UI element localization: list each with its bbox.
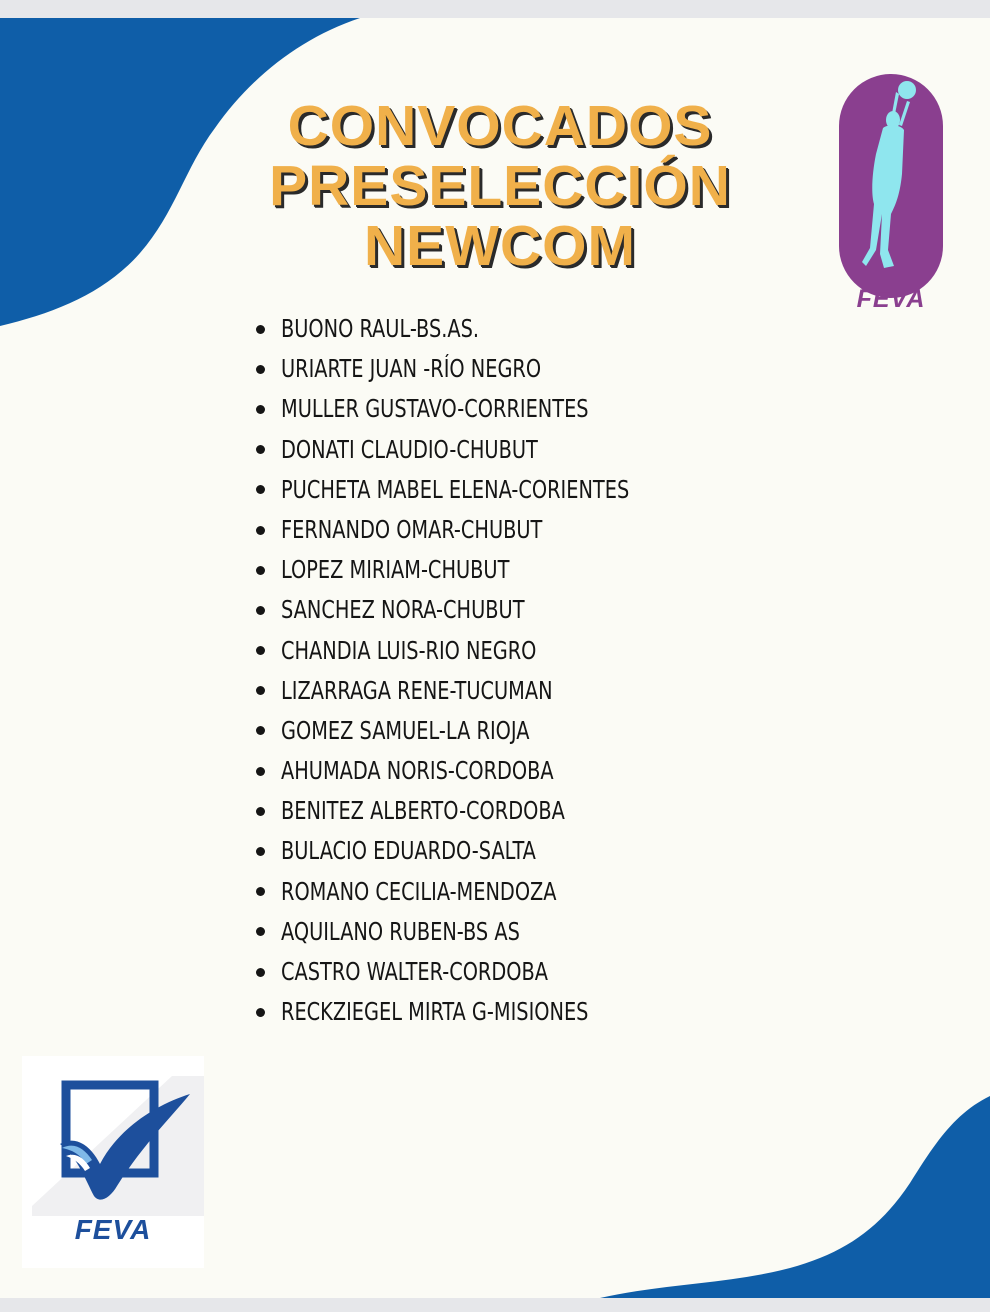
roster-item: [256, 550, 686, 590]
roster-item-label: AQUILANO RUBEN-BS AS: [281, 916, 520, 946]
bullet-icon: [256, 325, 265, 334]
poster: [0, 18, 990, 1298]
bottom-border: [0, 1298, 990, 1312]
roster-item-label: ROMANO CECILIA-MENDOZA: [281, 876, 557, 906]
roster-item: [256, 952, 686, 992]
page-title: [225, 96, 775, 276]
roster-list: [256, 309, 686, 1032]
top-border: [0, 0, 990, 18]
roster-item: [256, 389, 686, 429]
roster-item-label: AHUMADA NORIS-CORDOBA: [281, 756, 554, 786]
roster-item-label: RECKZIEGEL MIRTA G-MISIONES: [281, 997, 589, 1027]
title-line-3: NEWCOM: [364, 214, 636, 278]
roster-item: [256, 470, 686, 510]
roster-item: [256, 992, 686, 1032]
bullet-icon: [256, 887, 265, 896]
roster-item-label: GOMEZ SAMUEL-LA RIOJA: [281, 715, 530, 745]
bottom-right-wave-decoration: [560, 1088, 990, 1298]
roster-item-label: PUCHETA MABEL ELENA-CORIENTES: [281, 474, 630, 504]
bullet-icon: [256, 485, 265, 494]
bullet-icon: [256, 646, 265, 655]
roster-item-label: LOPEZ MIRIAM-CHUBUT: [281, 555, 510, 585]
roster-item: [256, 711, 686, 751]
feva-bottom-logo: [22, 1056, 204, 1268]
roster-item-label: DONATI CLAUDIO-CHUBUT: [281, 434, 538, 464]
roster-item-label: LIZARRAGA RENE-TUCUMAN: [281, 675, 553, 705]
roster-item: [256, 671, 686, 711]
bullet-icon: [256, 807, 265, 816]
roster-item: [256, 631, 686, 671]
roster-item-label: URIARTE JUAN -RÍO NEGRO: [281, 354, 542, 384]
roster-item-label: BULACIO EDUARDO-SALTA: [281, 836, 536, 866]
bullet-icon: [256, 566, 265, 575]
bullet-icon: [256, 847, 265, 856]
roster-item-label: CHANDIA LUIS-RIO NEGRO: [281, 635, 537, 665]
roster-item-label: BENITEZ ALBERTO-CORDOBA: [281, 796, 565, 826]
bullet-icon: [256, 1008, 265, 1017]
roster-item: [256, 912, 686, 952]
bullet-icon: [256, 726, 265, 735]
bullet-icon: [256, 927, 265, 936]
roster-item-label: CASTRO WALTER-CORDOBA: [281, 957, 548, 986]
bullet-icon: [256, 686, 265, 695]
roster-item: [256, 751, 686, 791]
roster-item: [256, 791, 686, 831]
title-line-1: CONVOCADOS: [287, 94, 713, 158]
roster-item: [256, 510, 686, 550]
checkmark-logo-icon: [22, 1056, 204, 1216]
roster-item: [256, 349, 686, 389]
roster-item-label: MULLER GUSTAVO-CORRIENTES: [281, 394, 589, 424]
feva-top-logo-text: FEVA: [856, 285, 926, 313]
bullet-icon: [256, 445, 265, 454]
roster-item: [256, 872, 686, 912]
roster-item: [256, 590, 686, 630]
feva-bottom-logo-text: FEVA: [74, 1214, 152, 1245]
title-line-2: PRESELECCIÓN: [269, 154, 731, 218]
bullet-icon: [256, 606, 265, 615]
bullet-icon: [256, 968, 265, 977]
roster-item-label: SANCHEZ NORA-CHUBUT: [281, 595, 525, 625]
roster-item: [256, 430, 686, 470]
roster-item: [256, 309, 686, 349]
bullet-icon: [256, 405, 265, 414]
roster-item: [256, 831, 686, 871]
bullet-icon: [256, 526, 265, 535]
bullet-icon: [256, 767, 265, 776]
roster-item-label: FERNANDO OMAR-CHUBUT: [281, 514, 543, 544]
bullet-icon: [256, 365, 265, 374]
roster-item-label: BUONO RAUL-BS.AS.: [281, 314, 480, 343]
